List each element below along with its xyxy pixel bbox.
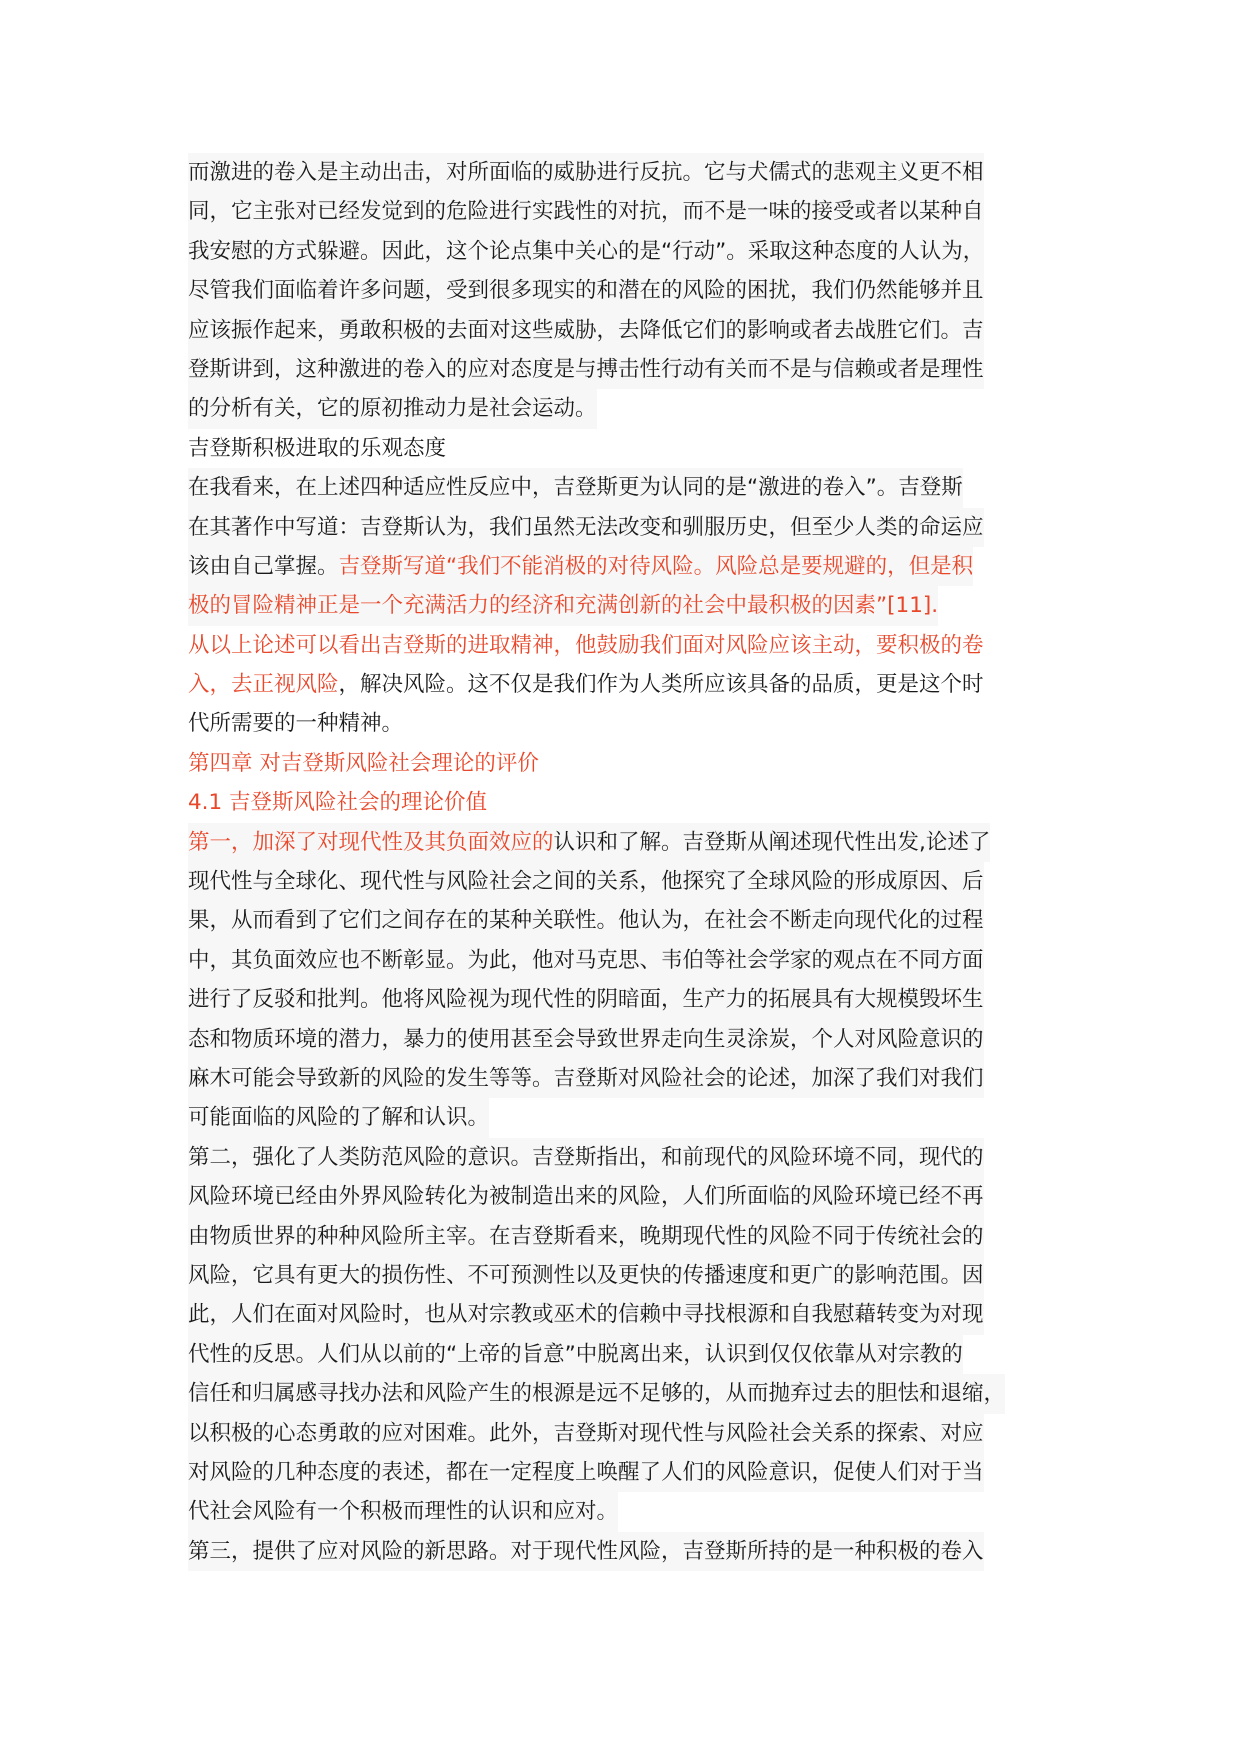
body-text: 风险环境已经由外界风险转化为被制造出来的风险，人们所面临的风险环境已经不再 <box>188 1184 984 1210</box>
body-text: 信任和归属感寻找办法和风险产生的根源是远不足够的，从而抛弃过去的胆怯和退缩， <box>188 1381 1006 1407</box>
text-line <box>188 508 1078 547</box>
highlighted-text: 吉登斯写道“我们不能消极的对待风险。风险总是要规避的，但是积 <box>338 553 974 579</box>
text-line <box>188 350 1078 389</box>
body-text: 在我看来，在上述四种适应性反应中，吉登斯更为认同的是“激进的卷入”。吉登斯 <box>188 475 963 501</box>
body-text: 代性的反思。人们从以前的“上帝的旨意”中脱离出来，认识到仅仅依靠从对宗教的 <box>188 1341 963 1367</box>
body-text: 认识和了解。吉登斯从阐述现代性出发,论述了 <box>553 829 991 855</box>
text-line <box>188 901 1078 940</box>
body-text: 而激进的卷入是主动出击，对所面临的威胁进行反抗。它与犬儒式的悲观主义更不相 <box>188 160 984 185</box>
body-text: 果，从而看到了它们之间存在的某种关联性。他认为，在社会不断走向现代化的过程 <box>188 908 984 934</box>
highlighted-text: 从以上论述可以看出吉登斯的进取精神，他鼓励我们面对风险应该主动，要积极的卷 <box>188 632 984 658</box>
highlighted-text: 第四章 对吉登斯风险社会理论的评价 <box>188 750 539 776</box>
text-line <box>188 862 1078 901</box>
body-text: 第二，强化了人类防范风险的意识。吉登斯指出，和前现代的风险环境不同，现代的 <box>188 1144 984 1170</box>
body-text: 登斯讲到，这种激进的卷入的应对态度是与搏击性行动有关而不是与信赖或者是理性 <box>188 356 984 382</box>
text-line <box>188 311 1078 350</box>
text-line <box>188 1177 1078 1216</box>
text-line <box>188 1059 1078 1098</box>
text-line <box>188 1335 1078 1374</box>
text-line <box>188 468 1078 507</box>
body-text: 以积极的心态勇敢的应对困难。此外，吉登斯对现代性与风险社会关系的探索、对应 <box>188 1420 984 1446</box>
text-line <box>188 1414 1078 1453</box>
body-text: 由物质世界的种种风险所主宰。在吉登斯看来，晚期现代性的风险不同于传统社会的 <box>188 1223 984 1249</box>
text-line <box>188 1217 1078 1256</box>
body-text: 在其著作中写道：吉登斯认为，我们虽然无法改变和驯服历史，但至少人类的命运应 <box>188 514 984 540</box>
text-line <box>188 783 1078 822</box>
text-line <box>188 429 1078 468</box>
text-line <box>188 271 1078 310</box>
body-text: 应该振作起来，勇敢积极的去面对这些威胁，去降低它们的影响或者去战胜它们。吉 <box>188 317 984 343</box>
body-text: ，解决风险。这不仅是我们作为人类所应该具备的品质，更是这个时 <box>338 672 984 698</box>
highlighted-text: 极的冒险精神正是一个充满活力的经济和充满创新的社会中最积极的因素”[11]. <box>188 593 939 619</box>
text-line <box>188 389 1078 428</box>
text-line <box>188 1256 1078 1295</box>
body-text: 麻木可能会导致新的风险的发生等等。吉登斯对风险社会的论述，加深了我们对我们 <box>188 1065 984 1091</box>
text-line <box>188 704 1078 743</box>
text-line <box>188 1020 1078 1059</box>
text-line <box>188 1098 1078 1137</box>
text-line <box>188 153 1078 192</box>
text-line <box>188 192 1078 231</box>
text-line <box>188 1374 1078 1413</box>
body-text: 态和物质环境的潜力，暴力的使用甚至会导致世界走向生灵涂炭，个人对风险意识的 <box>188 1026 984 1052</box>
highlighted-text: 4.1 吉登斯风险社会的理论价值 <box>188 790 488 816</box>
text-line <box>188 586 1078 625</box>
text-line <box>188 941 1078 980</box>
body-text: 吉登斯积极进取的乐观态度 <box>188 435 447 461</box>
body-text: 可能面临的风险的了解和认识。 <box>188 1105 490 1131</box>
text-line <box>188 1492 1078 1531</box>
body-text: 我安慰的方式躲避。因此，这个论点集中关心的是“行动”。采取这种态度的人认为， <box>188 238 985 264</box>
body-text: 此，人们在面对风险时，也从对宗教或巫术的信赖中寻找根源和自我慰藉转变为对现 <box>188 1302 984 1328</box>
document-body <box>188 153 1078 1571</box>
text-line <box>188 744 1078 783</box>
text-line <box>188 547 1078 586</box>
body-text: 对风险的几种态度的表述，都在一定程度上唤醒了人们的风险意识，促使人们对于当 <box>188 1459 984 1485</box>
text-line <box>188 626 1078 665</box>
body-text: 现代性与全球化、现代性与风险社会之间的关系，他探究了全球风险的形成原因、后 <box>188 869 984 895</box>
text-line <box>188 1453 1078 1492</box>
body-text: 代社会风险有一个积极而理性的认识和应对。 <box>188 1499 619 1525</box>
text-line <box>188 1295 1078 1334</box>
body-text: 尽管我们面临着许多问题，受到很多现实的和潜在的风险的困扰，我们仍然能够并且 <box>188 278 984 304</box>
highlighted-text: 第一，加深了对现代性及其负面效应的 <box>188 829 554 855</box>
body-text: 风险，它具有更大的损伤性、不可预测性以及更快的传播速度和更广的影响范围。因 <box>188 1262 984 1288</box>
body-text: 中，其负面效应也不断彰显。为此，他对马克思、韦伯等社会学家的观点在不同方面 <box>188 947 984 973</box>
text-line <box>188 1138 1078 1177</box>
body-text: 代所需要的一种精神。 <box>188 711 404 737</box>
body-text: 第三，提供了应对风险的新思路。对于现代性风险，吉登斯所持的是一种积极的卷入 <box>188 1538 984 1564</box>
body-text: 进行了反驳和批判。他将风险视为现代性的阴暗面，生产力的拓展具有大规模毁坏生 <box>188 987 984 1013</box>
text-line <box>188 232 1078 271</box>
text-line <box>188 1532 1078 1571</box>
highlighted-text: 入，去正视风险 <box>188 672 339 698</box>
body-text: 的分析有关，它的原初推动力是社会运动。 <box>188 396 597 422</box>
text-line <box>188 665 1078 704</box>
body-text: 该由自己掌握。 <box>188 553 339 579</box>
body-text: 同，它主张对已经发觉到的危险进行实践性的对抗，而不是一味的接受或者以某种自 <box>188 199 984 225</box>
text-line <box>188 980 1078 1019</box>
text-line <box>188 823 1078 862</box>
